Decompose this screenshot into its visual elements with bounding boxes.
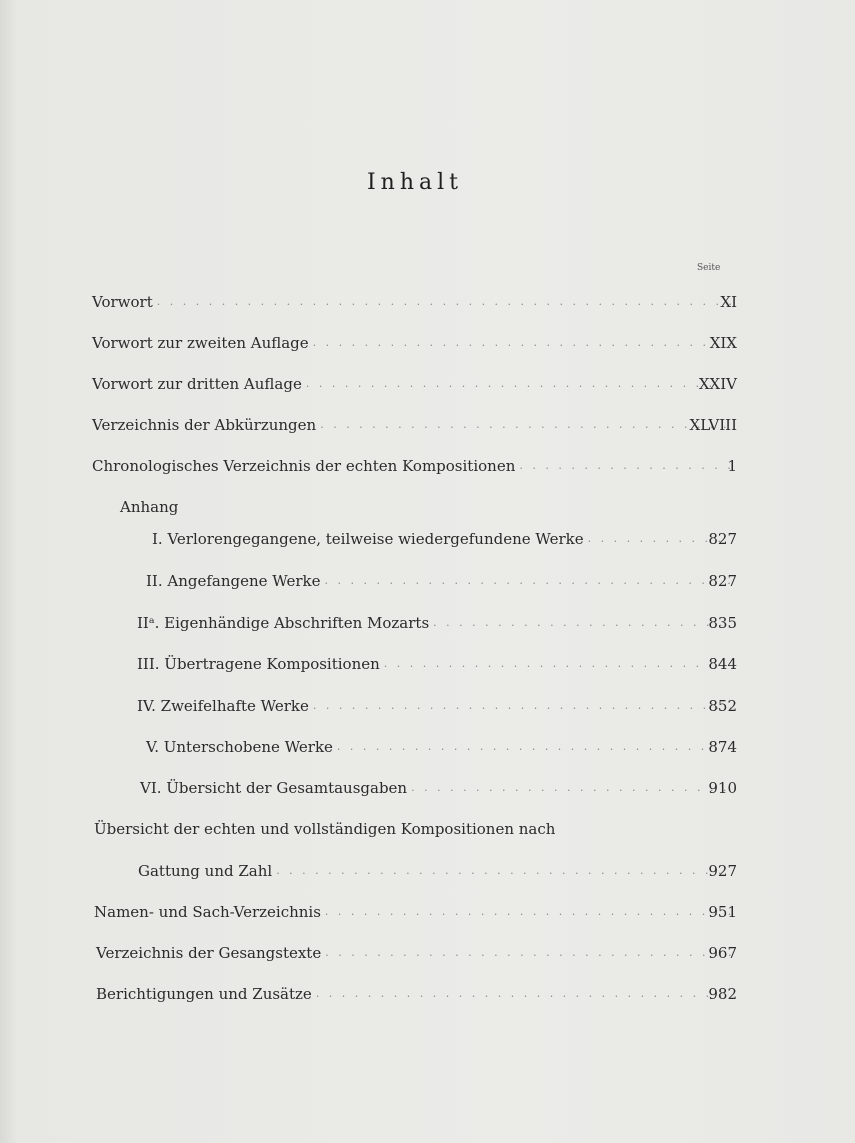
toc-entry-label: Chronologisches Verzeichnis der echten Kompositionen <box>92 457 516 475</box>
toc-entry-page: 1 <box>727 457 737 475</box>
toc-entry-anhang-iv <box>137 697 737 715</box>
toc-entry-abkuerzungen <box>92 416 737 434</box>
toc-entry-label: VI. Übersicht der Gesamtausgaben <box>140 779 408 797</box>
toc-entry-label: Verzeichnis der Gesangstexte <box>96 944 322 962</box>
toc-entry-label: IV. Zweifelhafte Werke <box>137 697 309 715</box>
toc-entry-uebersicht-line1 <box>94 820 737 838</box>
toc-entry-anhang-v <box>146 738 737 756</box>
toc-entry-page: 927 <box>708 862 737 880</box>
toc-entry-namen-sach-verzeichnis <box>94 903 737 921</box>
toc-entry-label: Vorwort zur dritten Auflage <box>92 375 302 393</box>
toc-entry-label: V. Unterschobene Werke <box>146 738 333 756</box>
toc-entry-page: XIX <box>709 334 737 352</box>
toc-entry-label: Verzeichnis der Abkürzungen <box>92 416 317 434</box>
toc-entry-page: 967 <box>708 944 737 962</box>
toc-entry-anhang-i <box>152 530 737 548</box>
toc-entry-page: 910 <box>708 779 737 797</box>
toc-entry-label: Vorwort <box>92 293 153 311</box>
toc-entry-anhang-ii <box>146 572 737 590</box>
toc-entry-label: Gattung und Zahl <box>138 862 273 880</box>
toc-entry-vorwort-dritte-auflage <box>92 375 737 393</box>
toc-entry-page: 835 <box>708 614 737 632</box>
leader-dots <box>276 862 731 880</box>
toc-entry-vorwort-zweite-auflage <box>92 334 737 352</box>
leader-dots <box>157 293 731 311</box>
toc-entry-page: 982 <box>708 985 737 1003</box>
toc-entry-label: Vorwort zur zweiten Auflage <box>92 334 309 352</box>
toc-entry-label: Übersicht der echten und vollständigen Kompositionen nach <box>94 820 556 838</box>
toc-entry-label: Berichtigungen und Zusätze <box>96 985 312 1003</box>
page-column-label: Seite <box>697 263 721 273</box>
toc-entry-label: III. Übertragene Kompositionen <box>137 655 380 673</box>
toc-entry-chronologisches-verzeichnis <box>92 457 737 475</box>
toc-entry-page: 951 <box>708 903 737 921</box>
toc-entry-label: I. Verlorengegangene, teilweise wiedergefundene Werke <box>152 530 584 548</box>
toc-entry-page: 874 <box>708 738 737 756</box>
toc-heading-anhang <box>120 498 737 516</box>
page-title: Inhalt <box>366 170 464 195</box>
toc-entry-page: 827 <box>708 530 737 548</box>
toc-entry-label: II. Angefangene Werke <box>146 572 321 590</box>
toc-entry-page: XXIV <box>698 375 737 393</box>
toc-entry-gattung-und-zahl <box>138 862 737 880</box>
toc-entry-page: 827 <box>708 572 737 590</box>
toc-entry-label: Namen- und Sach-Verzeichnis <box>94 903 321 921</box>
toc-entry-label: Anhang <box>120 498 179 516</box>
toc-entry-vorwort <box>92 293 737 311</box>
toc-entry-anhang-vi <box>140 779 737 797</box>
toc-entry-label: IIᵃ. Eigenhändige Abschriften Mozarts <box>137 614 430 632</box>
toc-entry-gesangstexte <box>96 944 737 962</box>
toc-entry-page: XLVIII <box>689 416 737 434</box>
toc-entry-anhang-iia <box>137 614 737 632</box>
toc-entry-page: 844 <box>708 655 737 673</box>
toc-entry-page: 852 <box>708 697 737 715</box>
toc-entry-page: XI <box>720 293 737 311</box>
toc-entry-berichtigungen <box>96 985 737 1003</box>
toc-entry-anhang-iii <box>137 655 737 673</box>
